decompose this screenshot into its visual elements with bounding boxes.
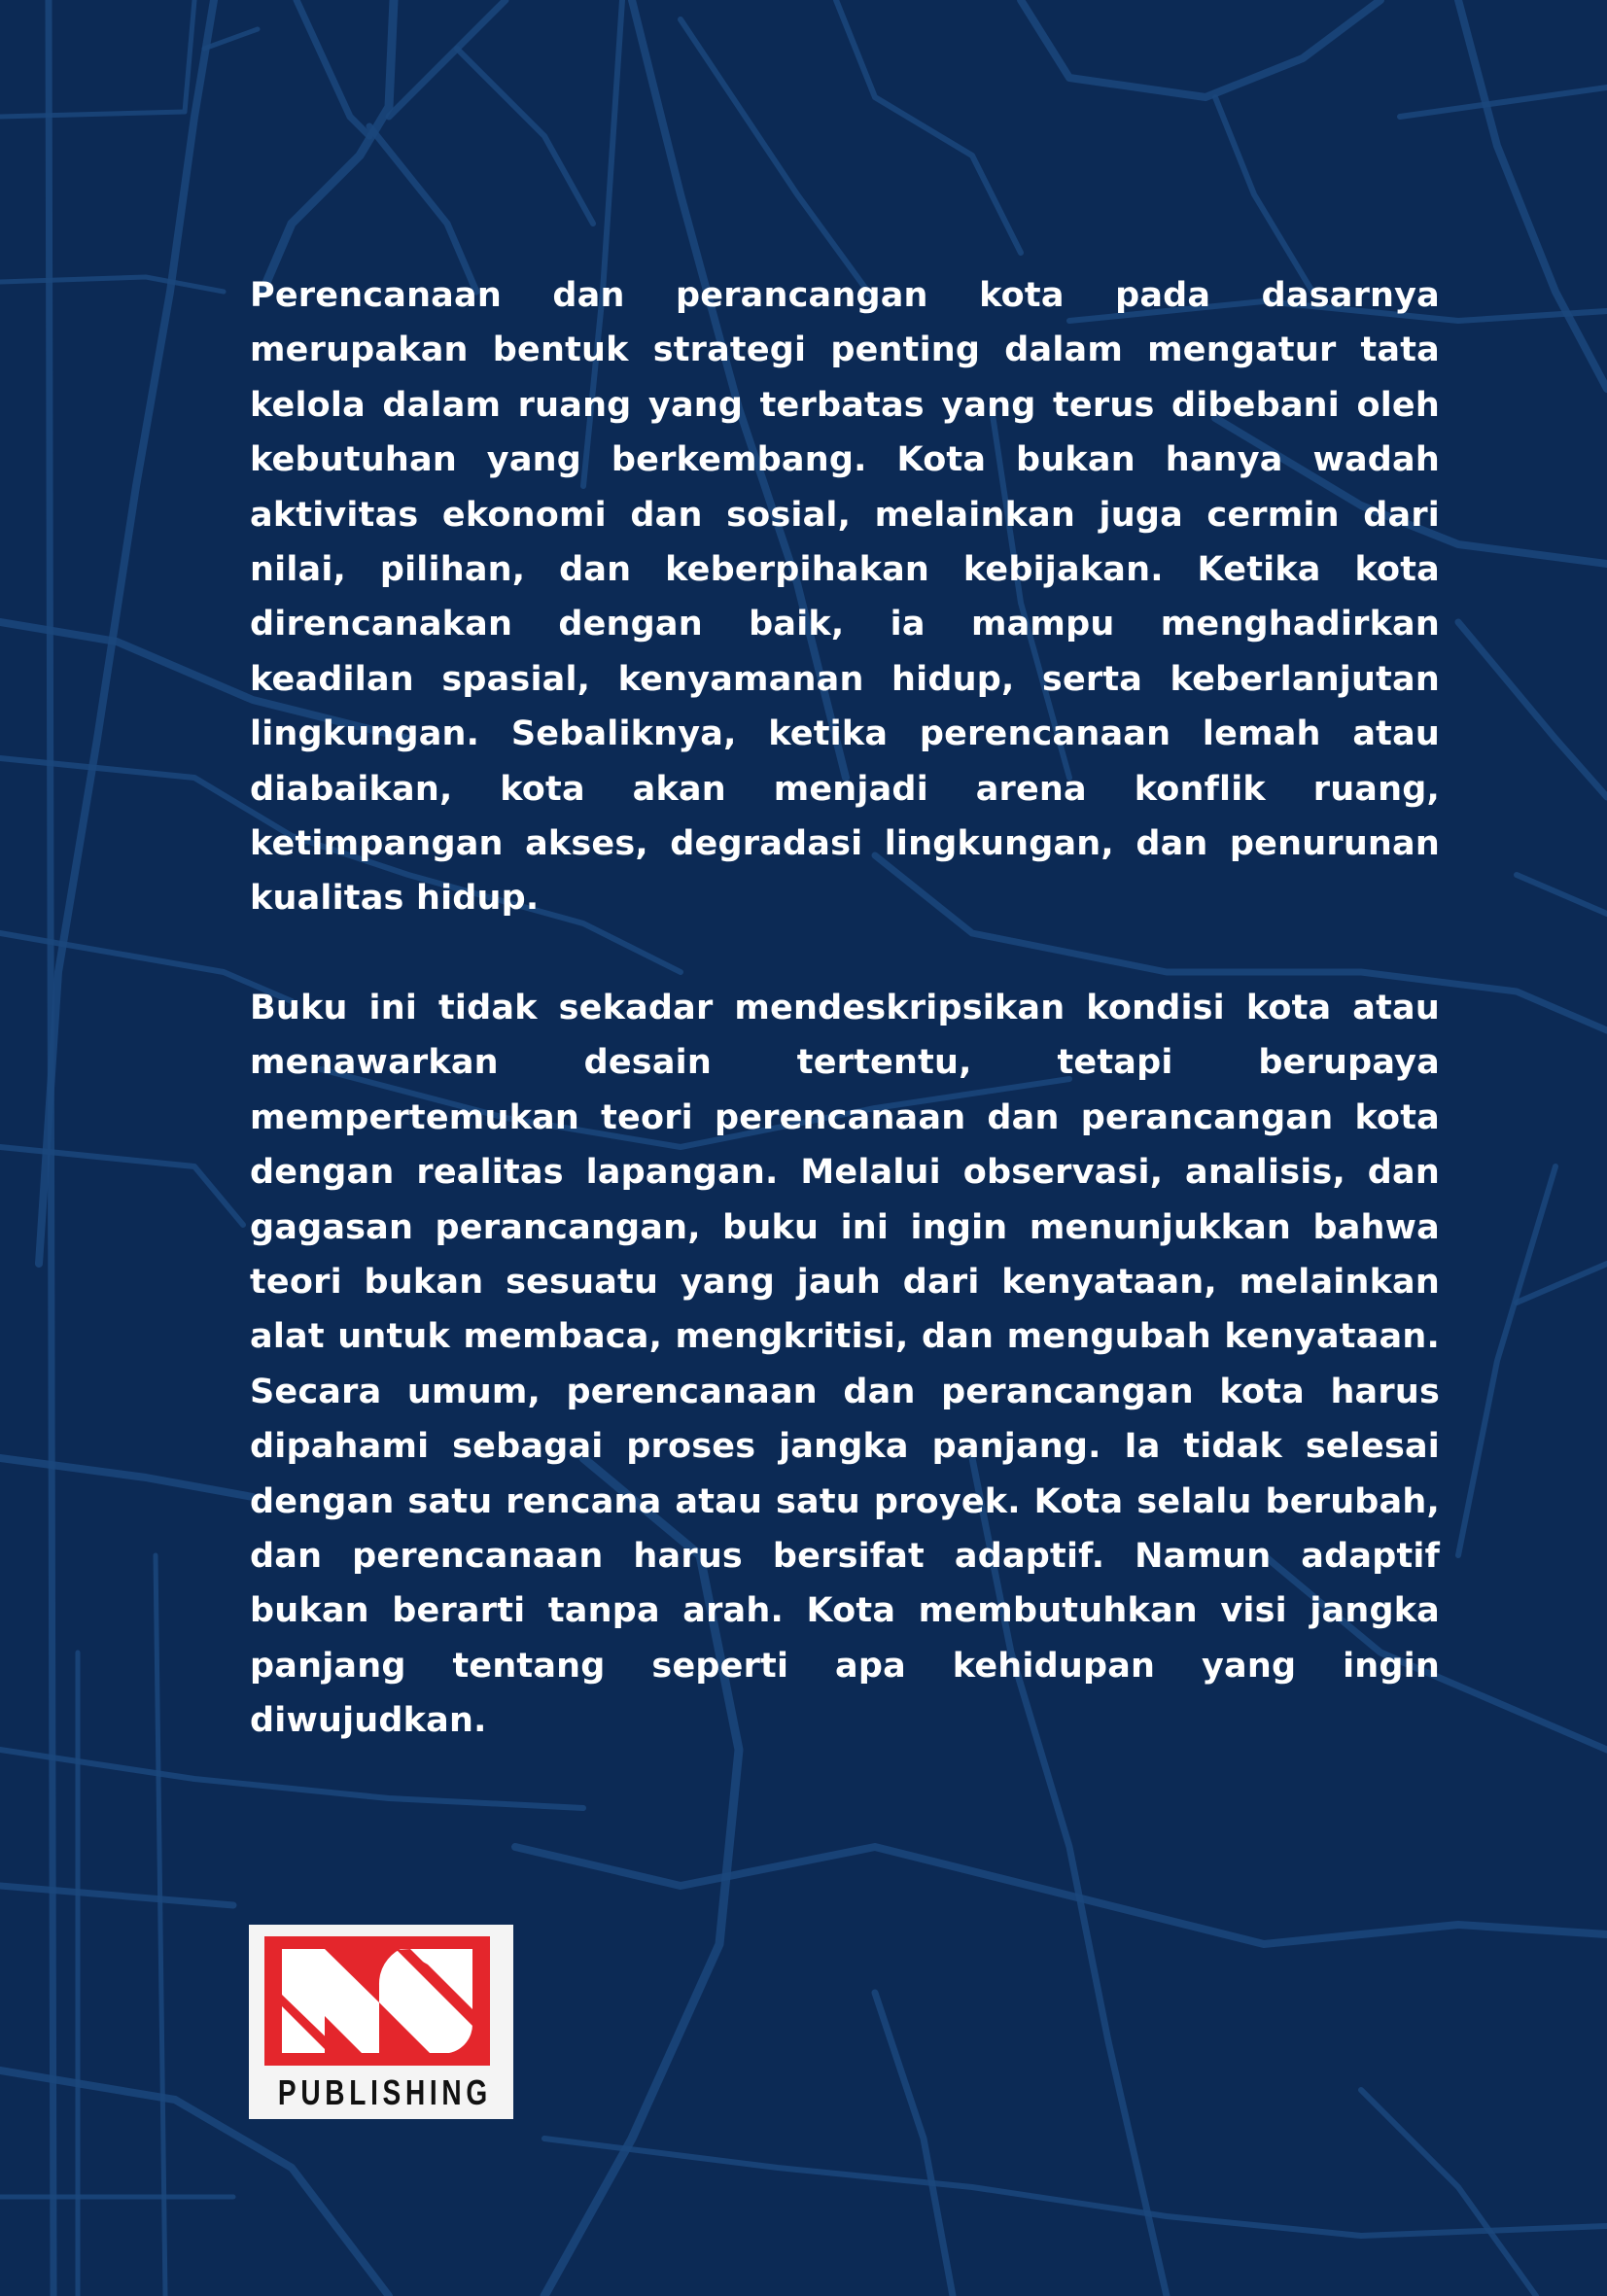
blurb-paragraph-2: Buku ini tidak sekadar mendeskripsikan kondisi kota atau menawarkan desain tertentu, tetapi berupaya mempertemukan teori perencanaan dan perancangan kota dengan realitas lapangan. Melalui observasi, analisis, dan gagasan perancangan, buku ini ingin menunjukkan bahwa teori bukan sesuatu yang jauh dari kenyataan, melainkan alat untuk membaca, mengkritisi, dan mengubah kenyataan. Secara umum, perencanaan dan perancangan kota harus dipahami sebagai proses jangka panjang. Ia tidak selesai dengan satu rencana atau satu proyek. Kota selalu berubah, dan perencanaan harus bersifat adaptif. Namun adaptif bukan berarti tanpa arah. Kota membutuhkan visi jangka panjang tentang seperti apa kehidupan yang ingin diwujudkan. — [250, 988, 1440, 1741]
ms-monogram-icon — [264, 1936, 490, 2066]
publisher-name: PUBLISHING — [277, 2072, 492, 2112]
publisher-logo — [249, 1925, 513, 2119]
back-cover-blurb — [250, 268, 1440, 1749]
blurb-paragraph-1: Perencanaan dan perancangan kota pada dasarnya merupakan bentuk strategi penting dalam mengatur tata kelola dalam ruang yang terbatas yang terus dibebani oleh kebutuhan yang berkembang. Kota bukan hanya wadah aktivitas ekonomi dan sosial, melainkan juga cermin dari nilai, pilihan, dan keberpihakan kebijakan. Ketika kota direncanakan dengan baik, ia mampu menghadirkan keadilan spasial, kenyamanan hidup, serta keberlanjutan lingkungan. Sebaliknya, ketika perencanaan lemah atau diabaikan, kota akan menjadi arena konflik ruang, ketimpangan akses, degradasi lingkungan, dan penurunan kualitas hidup. — [250, 276, 1440, 919]
ms-logo-mark — [264, 1936, 490, 2066]
